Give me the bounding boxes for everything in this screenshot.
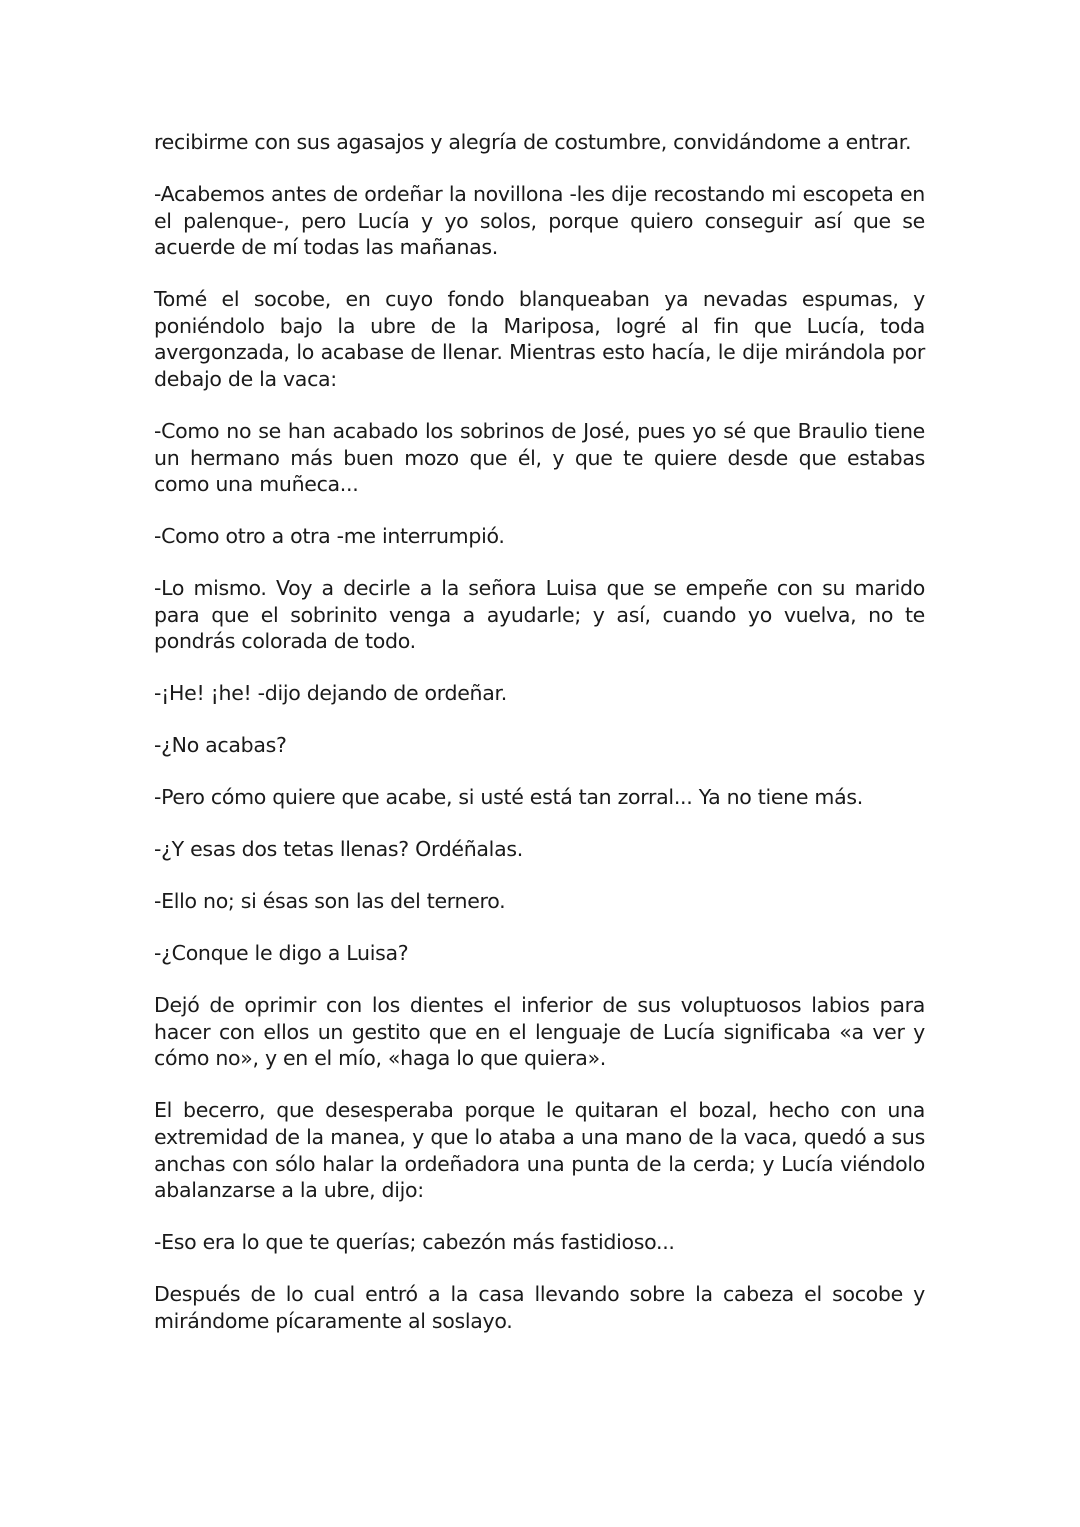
paragraph: -Eso era lo que te querías; cabezón más fastidioso... [154,1230,675,1255]
paragraph: Tomé el socobe, en cuyo fondo blanqueaban ya nevadas espumas, y poniéndolo bajo la ubre de la Mariposa, logré al fin que Lucía, toda avergonzada, lo acabase de llenar. Mientras esto hacía, le dije mirándola por debajo de la vaca: [154,287,925,391]
paragraph: -¿Y esas dos tetas llenas? Ordéñalas. [154,837,523,862]
paragraph: Después de lo cual entró a la casa llevando sobre la cabeza el socobe y mirándome pícaramente al soslayo. [154,1282,925,1333]
paragraph: -Como no se han acabado los sobrinos de José, pues yo sé que Braulio tiene un hermano más buen mozo que él, y que te quiere desde que estabas como una muñeca... [154,418,925,497]
paragraph: Dejó de oprimir con los dientes el inferior de sus voluptuosos labios para hacer con ellos un gestito que en el lenguaje de Lucía significaba «a ver y cómo no», y en el mío, «haga lo que quiera». [154,993,925,1071]
paragraph: El becerro, que desesperaba porque le quitaran el bozal, hecho con una extremidad de la manea, y que lo ataba a una mano de la vaca, quedó a sus anchas con sólo halar la ordeñadora una punta de la cerda; y Lucía viéndolo abalanzarse a la ubre, dijo: [154,1098,925,1203]
paragraph: -Como otro a otra -me interrumpió. [154,524,505,549]
paragraph: -Acabemos antes de ordeñar la novillona -les dije recostando mi escopeta en el palenque-, pero Lucía y yo solos, porque quiero conseguir así que se acuerde de mí todas las mañanas. [154,181,925,260]
document-page [154,129,925,1360]
paragraph: -¿No acabas? [154,733,287,758]
paragraph: -¿Conque le digo a Luisa? [154,941,409,966]
paragraph: -¡He! ¡he! -dijo dejando de ordeñar. [154,681,507,706]
paragraph: recibirme con sus agasajos y alegría de costumbre, convidándome a entrar. [154,130,912,154]
paragraph: -Lo mismo. Voy a decirle a la señora Luisa que se empeñe con su marido para que el sobrinito venga a ayudarle; y así, cuando yo vuelva, no te pondrás colorada de todo. [154,576,925,654]
paragraph: -Ello no; si ésas son las del ternero. [154,889,506,914]
paragraph: -Pero cómo quiere que acabe, si usté está tan zorral... Ya no tiene más. [154,785,863,810]
